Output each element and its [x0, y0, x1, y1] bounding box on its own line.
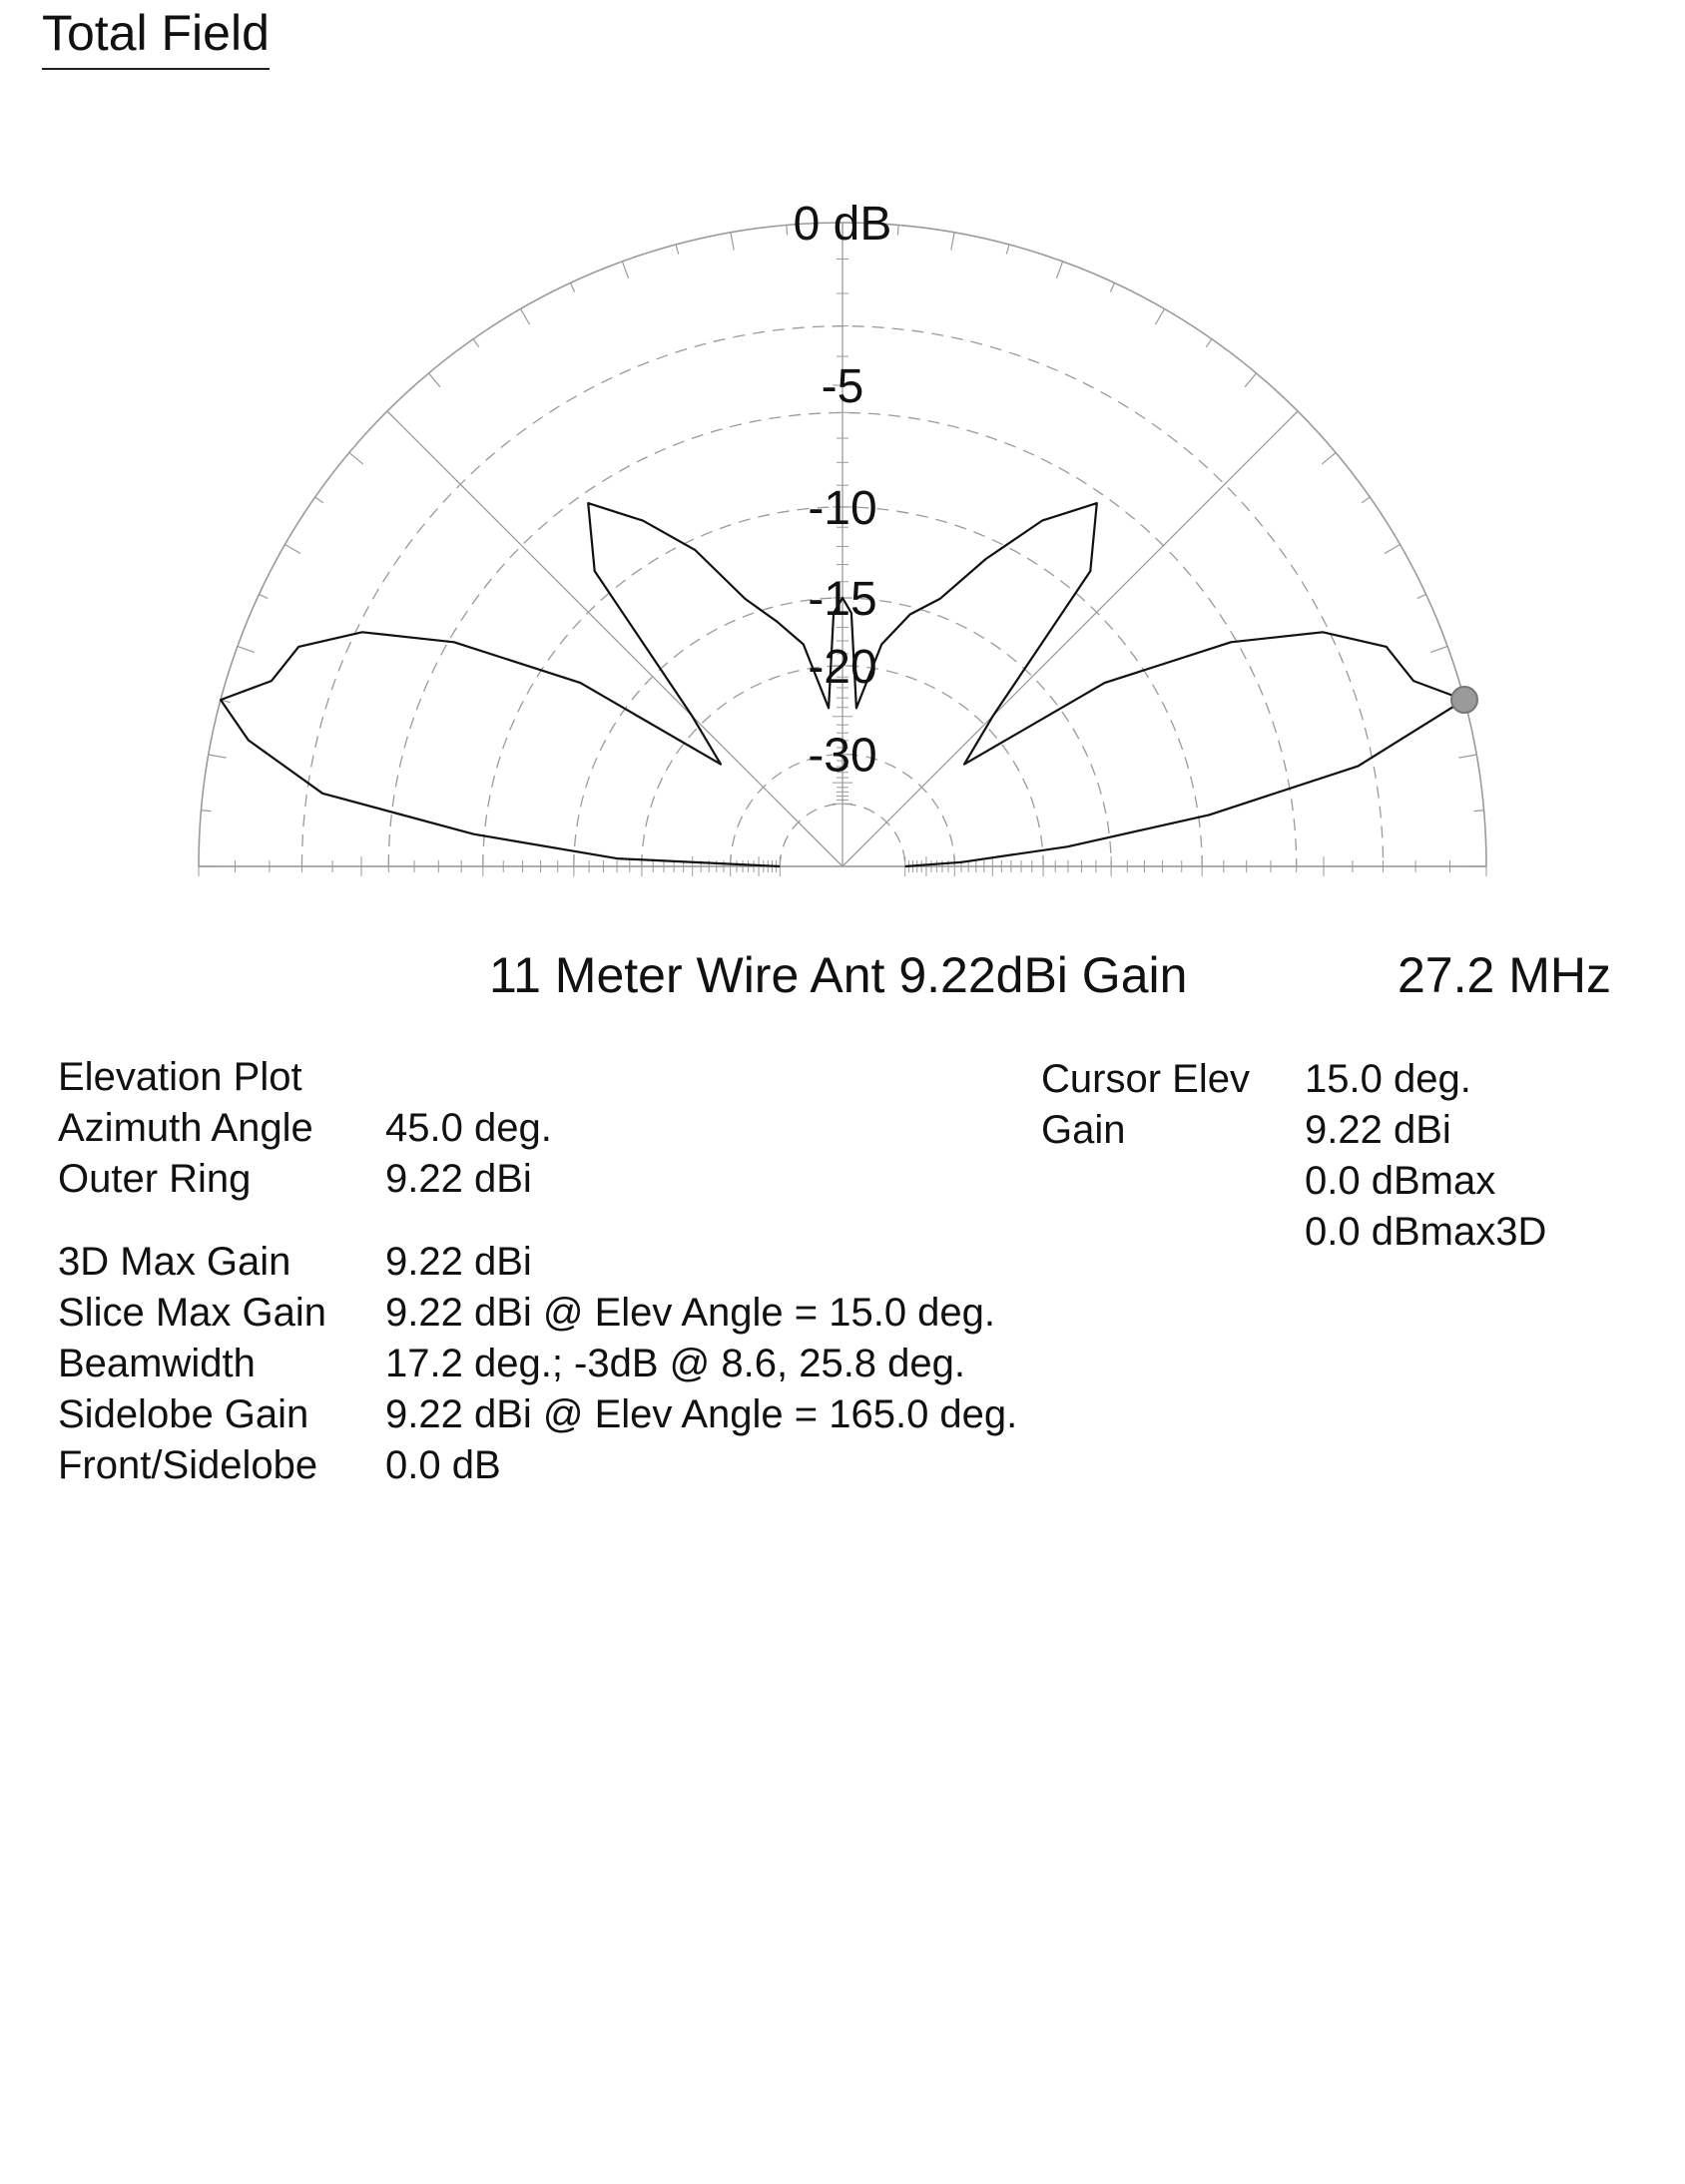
angle-tick	[1110, 282, 1114, 291]
info-row	[58, 1440, 1056, 1491]
cursor-marker	[1451, 687, 1477, 713]
info-value: 9.22 dBi	[385, 1157, 532, 1201]
info-label: Front/Sidelobe	[58, 1443, 318, 1487]
info-value: 9.22 dBi	[385, 1240, 532, 1284]
ring-label: -10	[808, 481, 877, 535]
info-row	[58, 1288, 1056, 1339]
info-value: 15.0 deg.	[1305, 1057, 1471, 1101]
info-row	[1041, 1207, 1640, 1258]
info-row	[58, 1154, 1056, 1205]
ring-label: -15	[808, 572, 877, 626]
info-value: 9.22 dBi	[1305, 1108, 1451, 1152]
info-row	[58, 1103, 1056, 1154]
angle-tick	[1322, 452, 1336, 464]
info-row	[58, 1237, 1056, 1288]
angle-tick	[387, 411, 394, 418]
radial-line	[842, 411, 1298, 866]
angle-tick	[521, 308, 530, 324]
info-label: 3D Max Gain	[58, 1240, 291, 1284]
angle-tick	[1206, 339, 1212, 347]
angle-tick	[1362, 497, 1370, 503]
angle-tick	[1291, 411, 1298, 418]
elevation-polar-plot	[0, 0, 1685, 928]
angle-tick	[284, 545, 300, 554]
angle-tick	[787, 225, 788, 235]
angle-tick	[349, 452, 363, 464]
info-row	[58, 1339, 1056, 1389]
info-label: Azimuth Angle	[58, 1106, 313, 1150]
info-label: Sidelobe Gain	[58, 1392, 309, 1436]
info-row	[1041, 1156, 1640, 1207]
angle-tick	[1385, 545, 1401, 554]
angle-tick	[570, 282, 574, 291]
frequency-label: 27.2 MHz	[1398, 947, 1611, 1003]
angle-tick	[676, 245, 679, 255]
angle-tick	[259, 594, 268, 598]
angle-tick	[622, 262, 628, 278]
info-value: 0.0 dB	[385, 1443, 501, 1487]
info-row	[58, 1389, 1056, 1440]
angle-tick	[1430, 646, 1447, 652]
info-label: Cursor Elev	[1041, 1057, 1250, 1101]
angle-tick	[238, 646, 255, 652]
chart-caption: 11 Meter Wire Ant 9.22dBi Gain	[489, 947, 1188, 1003]
info-row	[1041, 1054, 1640, 1105]
ring-label: -5	[821, 360, 864, 414]
info-label: Slice Max Gain	[58, 1291, 326, 1335]
info-label: Gain	[1041, 1108, 1126, 1152]
angle-tick	[1156, 308, 1165, 324]
angle-tick	[1417, 594, 1426, 598]
info-row	[1041, 1105, 1640, 1156]
page-title: Total Field	[42, 8, 270, 70]
left-info-panel	[58, 1052, 1056, 1491]
info-value: 45.0 deg.	[385, 1106, 552, 1150]
angle-tick	[473, 339, 479, 347]
info-label: Beamwidth	[58, 1342, 256, 1385]
angle-tick	[1474, 811, 1484, 812]
angle-tick	[209, 755, 227, 758]
info-value: 9.22 dBi @ Elev Angle = 165.0 deg.	[385, 1392, 1018, 1436]
angle-tick	[315, 497, 323, 503]
angle-tick	[1056, 262, 1062, 278]
angle-tick	[201, 811, 211, 812]
info-label: Elevation Plot	[58, 1055, 302, 1099]
angle-tick	[428, 373, 440, 387]
angle-tick	[1006, 245, 1009, 255]
ring-label: -20	[808, 640, 877, 694]
info-row	[58, 1052, 1056, 1103]
info-value: 9.22 dBi @ Elev Angle = 15.0 deg.	[385, 1291, 996, 1335]
info-label: Outer Ring	[58, 1157, 252, 1201]
angle-tick	[1458, 755, 1476, 758]
angle-tick	[731, 233, 734, 251]
angle-tick	[951, 233, 954, 251]
radial-line	[387, 411, 842, 866]
info-value: 0.0 dBmax3D	[1305, 1210, 1547, 1254]
info-value: 17.2 deg.; -3dB @ 8.6, 25.8 deg.	[385, 1342, 966, 1385]
angle-tick	[1245, 373, 1257, 387]
ring-label: 0 dB	[793, 198, 892, 251]
info-value: 0.0 dBmax	[1305, 1159, 1496, 1203]
ring-label: -30	[808, 729, 877, 783]
right-info-panel	[1041, 1054, 1640, 1258]
angle-tick	[897, 225, 898, 235]
